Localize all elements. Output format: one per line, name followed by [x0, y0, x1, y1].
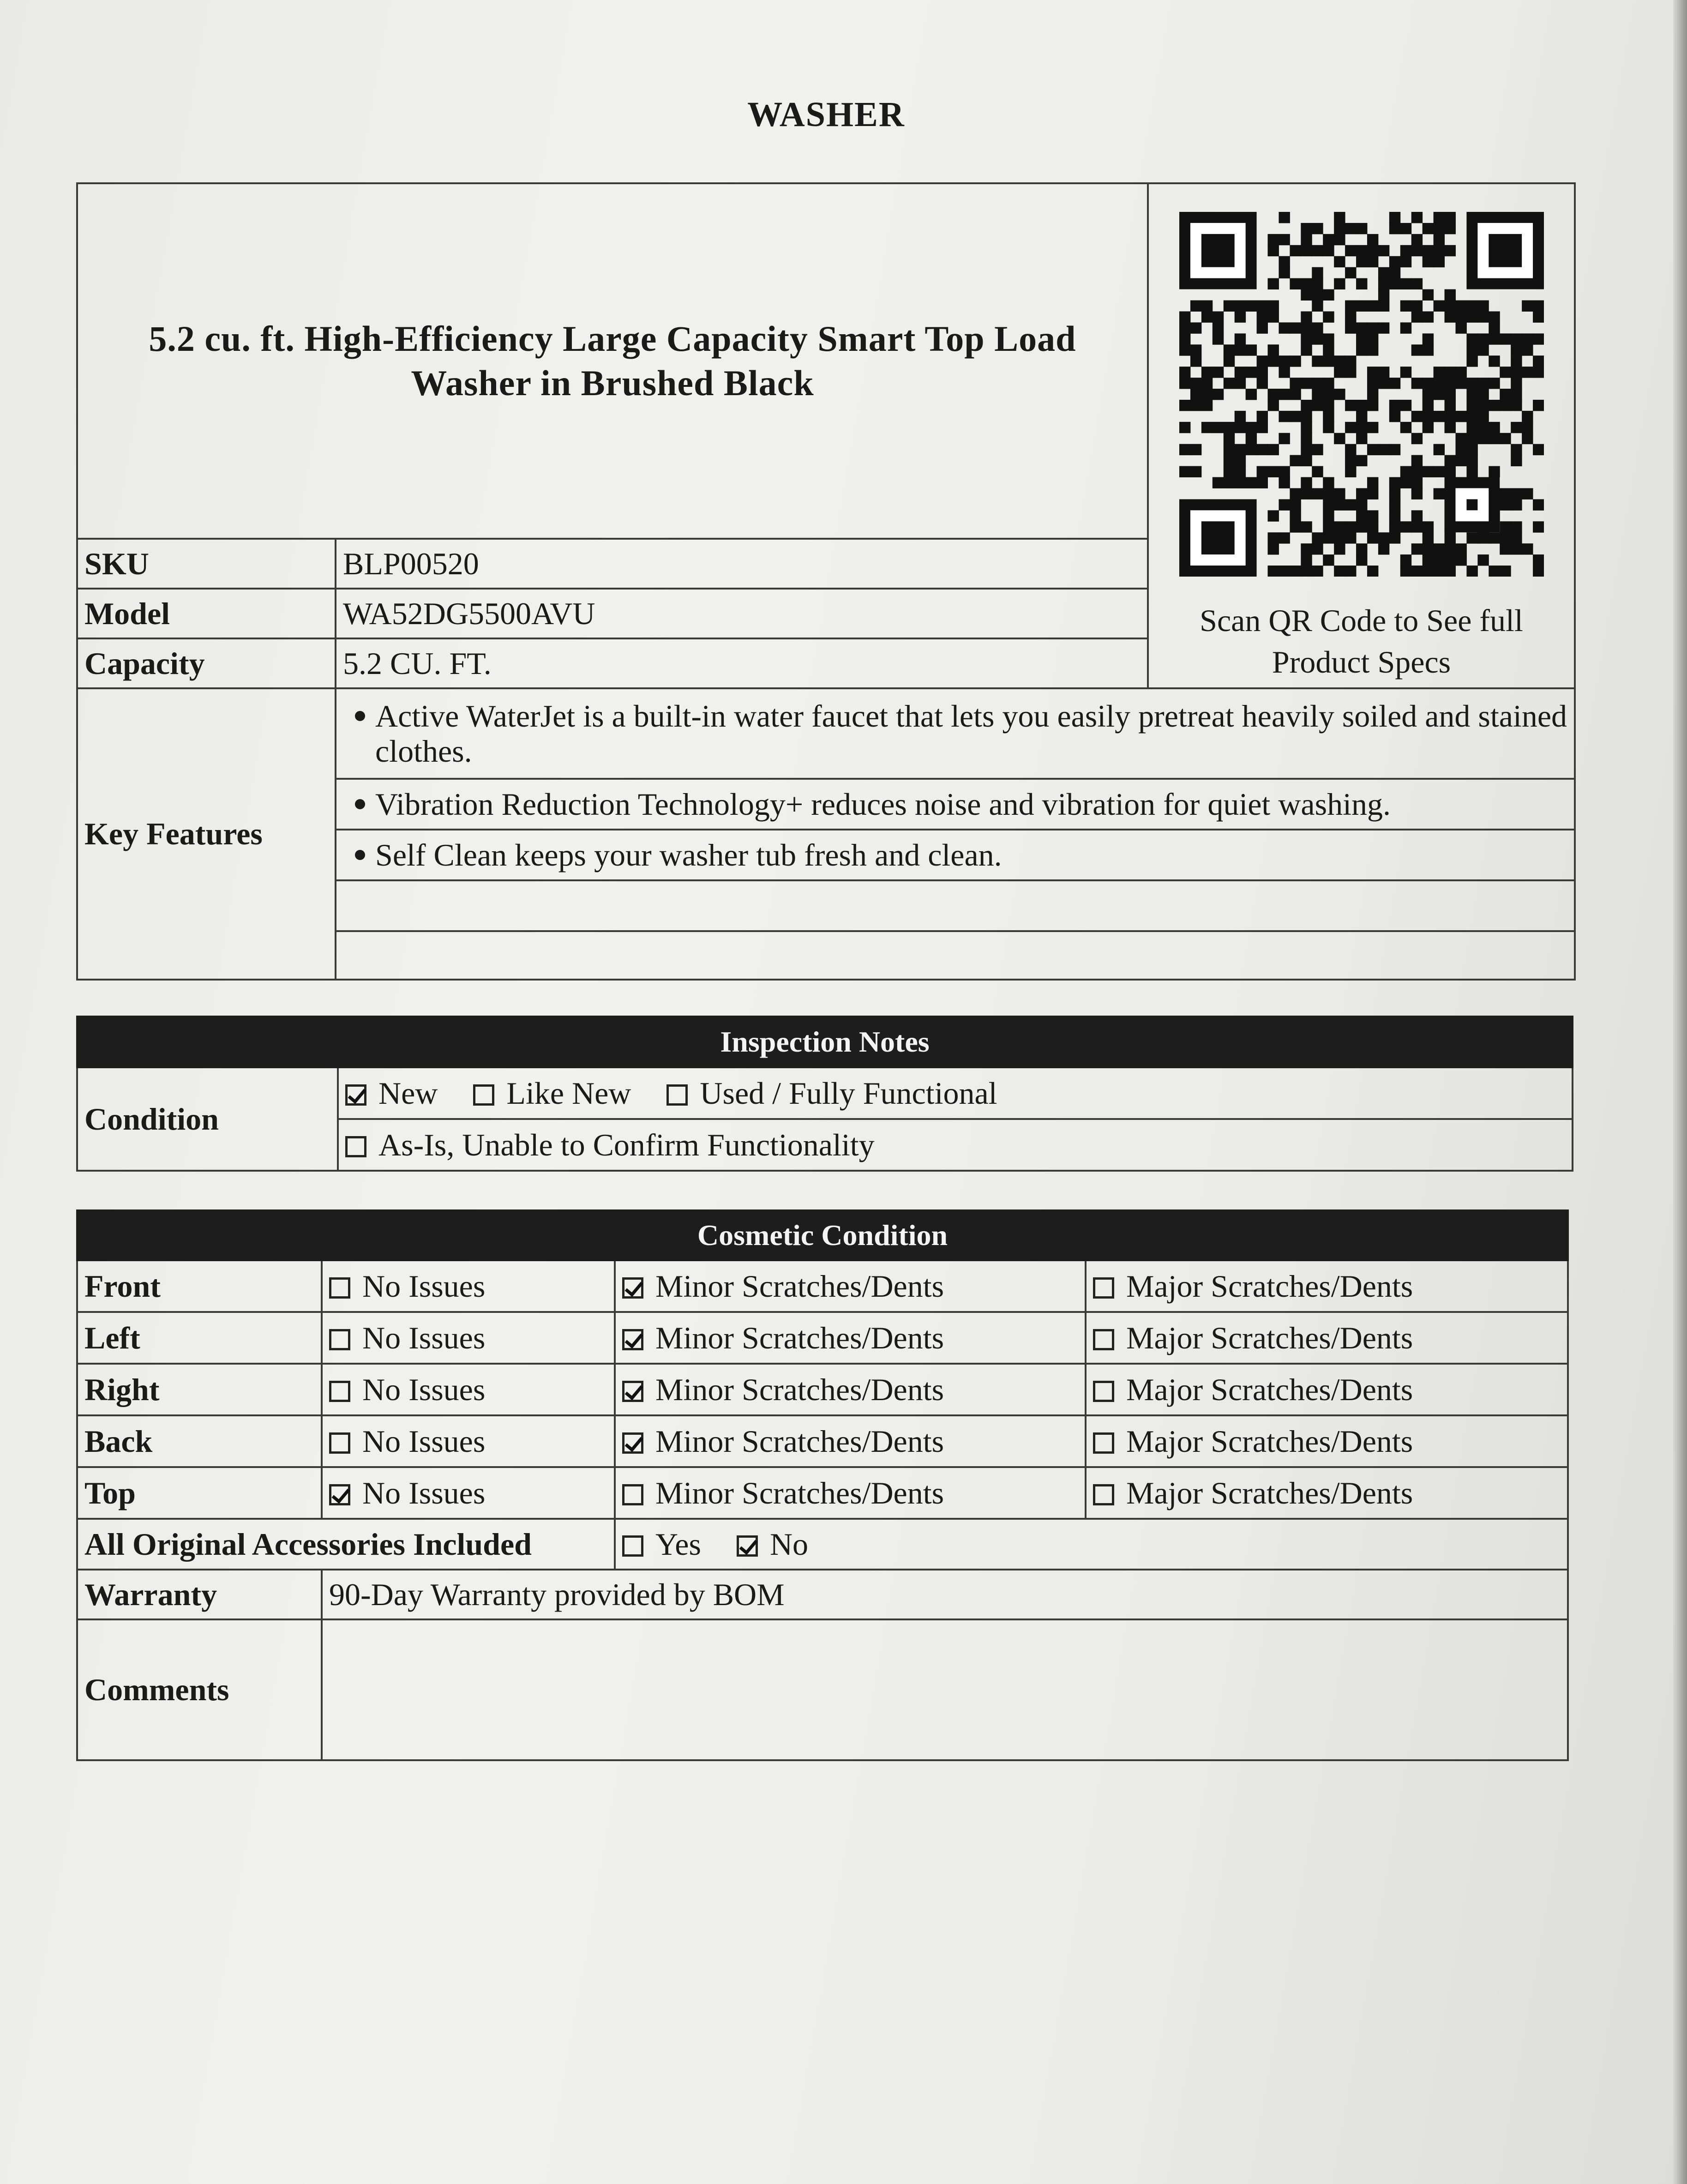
feature-empty-row: [336, 880, 1575, 931]
cosmetic-option-cell[interactable]: [615, 1364, 1086, 1415]
cosmetic-option-cell[interactable]: [322, 1364, 615, 1415]
comments-label: Comments: [77, 1619, 322, 1760]
cosmetic-condition-table: [76, 1209, 1569, 1761]
sku-label: SKU: [77, 539, 336, 589]
checkbox[interactable]: [1093, 1484, 1114, 1505]
option-label: No Issues: [362, 1268, 486, 1304]
cosmetic-row-right: [77, 1364, 1568, 1415]
model-label: Model: [77, 589, 336, 638]
checkbox[interactable]: [1093, 1329, 1114, 1350]
capacity-value: 5.2 CU. FT.: [336, 638, 1148, 688]
feature-text: Active WaterJet is a built-in water faucet that lets you easily pretreat heavily soiled and stained clothes.: [375, 698, 1567, 769]
checkbox[interactable]: [329, 1484, 350, 1505]
bullet-icon: [355, 799, 365, 809]
qr-cell: [1148, 183, 1575, 688]
checkbox[interactable]: [737, 1535, 758, 1557]
feature-item: [336, 688, 1575, 779]
accessories-options: [615, 1519, 1568, 1570]
warranty-value: 90-Day Warranty provided by BOM: [322, 1570, 1568, 1619]
option-label: Minor Scratches/Dents: [655, 1423, 944, 1459]
condition-label: Condition: [77, 1067, 338, 1171]
document-title: WASHER: [747, 95, 905, 134]
cosmetic-option-cell[interactable]: [1086, 1312, 1568, 1364]
condition-options-row: [338, 1119, 1573, 1171]
bullet-icon: [355, 711, 365, 721]
product-name-cell: [77, 183, 1148, 539]
qr-code-icon[interactable]: [1179, 212, 1544, 577]
checkbox[interactable]: [345, 1136, 366, 1157]
cosmetic-option-cell[interactable]: [322, 1312, 615, 1364]
inspection-header: Inspection Notes: [77, 1017, 1573, 1067]
model-value: WA52DG5500AVU: [336, 589, 1148, 638]
checkbox[interactable]: [329, 1432, 350, 1454]
checkbox[interactable]: [622, 1432, 643, 1454]
option-label: Minor Scratches/Dents: [655, 1475, 944, 1510]
checkbox[interactable]: [345, 1084, 366, 1106]
checkbox[interactable]: [622, 1329, 643, 1350]
checkbox[interactable]: [329, 1277, 350, 1299]
option-label: Minor Scratches/Dents: [655, 1320, 944, 1355]
cosmetic-option-cell[interactable]: [1086, 1260, 1568, 1312]
feature-text: Self Clean keeps your washer tub fresh and clean.: [375, 837, 1002, 872]
side-label: Right: [77, 1364, 322, 1415]
side-label: Top: [77, 1467, 322, 1519]
side-label: Left: [77, 1312, 322, 1364]
checkbox[interactable]: [622, 1277, 643, 1299]
page-edge: [1673, 0, 1687, 2184]
checkbox[interactable]: [1093, 1432, 1114, 1454]
checkbox[interactable]: [622, 1535, 643, 1557]
option-label: Minor Scratches/Dents: [655, 1372, 944, 1407]
cosmetic-row-left: [77, 1312, 1568, 1364]
option-label: Major Scratches/Dents: [1126, 1475, 1413, 1510]
cosmetic-option-cell[interactable]: [615, 1415, 1086, 1467]
cosmetic-row-front: [77, 1260, 1568, 1312]
feature-empty-row: [336, 931, 1575, 980]
side-label: Back: [77, 1415, 322, 1467]
checkbox[interactable]: [666, 1084, 688, 1106]
feature-item: [336, 830, 1575, 880]
checkbox[interactable]: [622, 1484, 643, 1505]
bullet-icon: [355, 850, 365, 860]
cosmetic-option-cell[interactable]: [322, 1415, 615, 1467]
accessories-yes-option[interactable]: Yes: [622, 1526, 701, 1563]
condition-new-option[interactable]: New: [345, 1075, 438, 1112]
cosmetic-option-cell[interactable]: [1086, 1467, 1568, 1519]
option-label: No Issues: [362, 1423, 486, 1459]
cosmetic-option-cell[interactable]: [615, 1312, 1086, 1364]
option-label: Major Scratches/Dents: [1126, 1268, 1413, 1304]
cosmetic-option-cell[interactable]: [322, 1467, 615, 1519]
product-spec-table: [76, 182, 1576, 981]
checkbox[interactable]: [1093, 1381, 1114, 1402]
accessories-label: All Original Accessories Included: [77, 1519, 615, 1570]
option-label: No Issues: [362, 1372, 486, 1407]
checkbox[interactable]: [329, 1329, 350, 1350]
option-label: Minor Scratches/Dents: [655, 1268, 944, 1304]
checkbox[interactable]: [1093, 1277, 1114, 1299]
cosmetic-option-cell[interactable]: [1086, 1364, 1568, 1415]
inspection-notes-table: [76, 1016, 1573, 1172]
cosmetic-option-cell[interactable]: [615, 1467, 1086, 1519]
condition-as-is-option[interactable]: As-Is, Unable to Confirm Functionality: [345, 1127, 875, 1163]
comments-field[interactable]: [322, 1619, 1568, 1760]
checkbox[interactable]: [473, 1084, 494, 1106]
cosmetic-option-cell[interactable]: [322, 1260, 615, 1312]
side-label: Front: [77, 1260, 322, 1312]
option-label: Major Scratches/Dents: [1126, 1320, 1413, 1355]
checkbox[interactable]: [329, 1381, 350, 1402]
cosmetic-row-back: [77, 1415, 1568, 1467]
option-label: Major Scratches/Dents: [1126, 1423, 1413, 1459]
qr-caption: Scan QR Code to See full Product Specs: [1200, 603, 1523, 680]
condition-like-new-option[interactable]: Like New: [473, 1075, 631, 1112]
product-name: 5.2 cu. ft. High-Efficiency Large Capacity Smart Top Load Washer in Brushed Black: [149, 319, 1076, 403]
feature-text: Vibration Reduction Technology+ reduces noise and vibration for quiet washing.: [375, 787, 1391, 822]
accessories-no-option[interactable]: No: [737, 1526, 808, 1563]
cosmetic-row-top: [77, 1467, 1568, 1519]
cosmetic-option-cell[interactable]: [615, 1260, 1086, 1312]
option-label: No Issues: [362, 1320, 486, 1355]
checkbox[interactable]: [622, 1381, 643, 1402]
cosmetic-option-cell[interactable]: [1086, 1415, 1568, 1467]
option-label: No Issues: [362, 1475, 486, 1510]
sku-value: BLP00520: [336, 539, 1148, 589]
warranty-label: Warranty: [77, 1570, 322, 1619]
feature-item: [336, 779, 1575, 830]
option-label: Major Scratches/Dents: [1126, 1372, 1413, 1407]
capacity-label: Capacity: [77, 638, 336, 688]
key-features-label: Key Features: [77, 688, 336, 980]
condition-used-option[interactable]: Used / Fully Functional: [666, 1075, 997, 1112]
condition-options-row: [338, 1067, 1573, 1119]
cosmetic-header: Cosmetic Condition: [77, 1210, 1568, 1260]
